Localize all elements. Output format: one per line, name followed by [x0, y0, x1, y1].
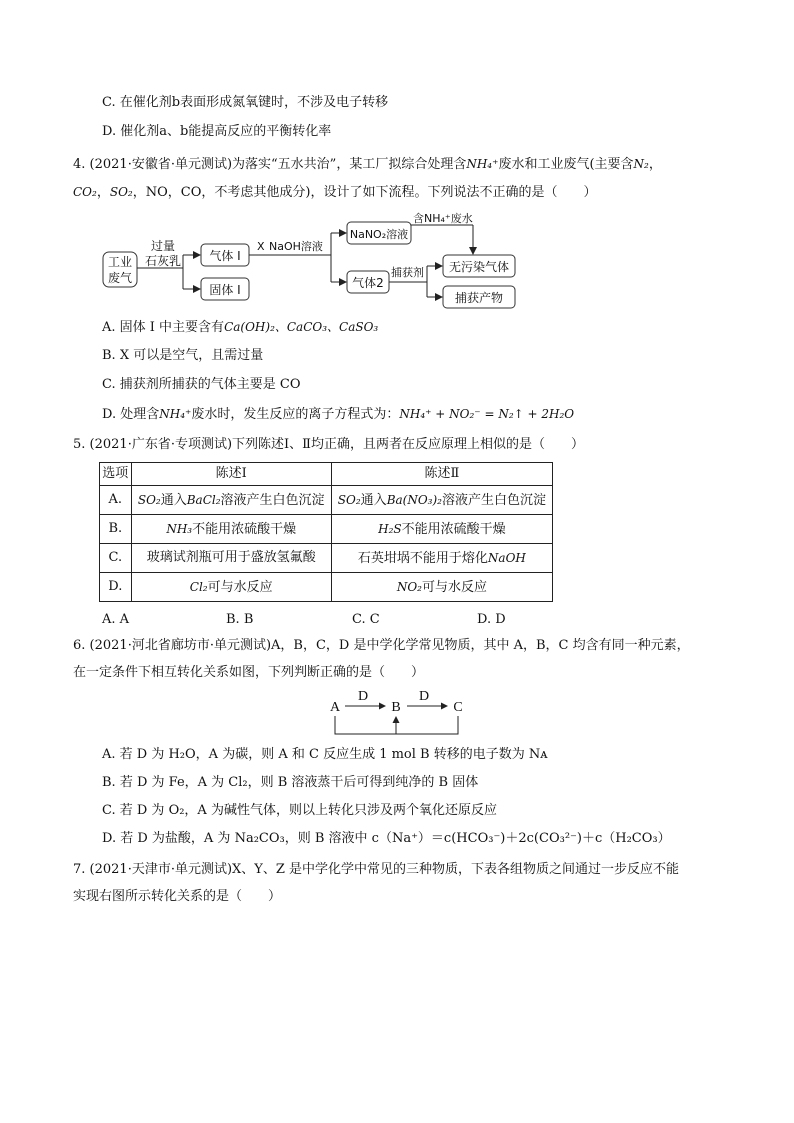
- q4-option-a-text: A. 固体 I 中主要含有: [102, 320, 225, 335]
- q5-answer-c: C. C: [352, 612, 380, 627]
- reagent1-label-2: 石灰乳: [144, 254, 182, 268]
- cell-text: 可与水反应: [207, 579, 273, 595]
- cell-text: 不能用浓硫酸干燥: [401, 521, 506, 537]
- nh4-wastewater-label: 含NH₄⁺废水: [413, 212, 473, 225]
- nh4-formula: NH₄⁺: [159, 407, 192, 421]
- header-statement-1: 陈述Ⅰ: [131, 463, 331, 486]
- q6-option-c: C. 若 D 为 O₂，A 为碱性气体，则以上转化只涉及两个氧化还原反应: [102, 803, 497, 818]
- reagent-d-1: D: [357, 689, 369, 704]
- formula: Ba(NO₃)₂: [386, 492, 442, 507]
- node-c: C: [453, 700, 463, 715]
- row-option: B.: [100, 515, 132, 544]
- statement-2-cell: [331, 515, 552, 544]
- gas1-label: 气体 I: [209, 249, 241, 263]
- q5-answer-b: B. B: [226, 612, 254, 627]
- q5-table: [99, 462, 553, 602]
- reagent1-label-1: 过量: [150, 239, 176, 253]
- q4-stem-text: ，: [96, 185, 110, 200]
- q6-option-b: B. 若 D 为 Fe，A 为 Cl₂，则 B 溶液蒸干后可得到纯净的 B 固体: [102, 775, 479, 790]
- statement-2-cell: [331, 573, 552, 602]
- reagent-d-2: D: [418, 689, 430, 704]
- cell-text: 可与水反应: [421, 579, 487, 595]
- q5-answer-d: D. D: [477, 612, 506, 627]
- header-statement-2: 陈述Ⅱ: [331, 463, 552, 486]
- so2-formula: SO₂: [109, 185, 133, 199]
- naoh-label: NaOH溶液: [269, 240, 323, 253]
- capture-product-label: 捕获产物: [454, 291, 504, 305]
- cell-text: 通入: [360, 492, 387, 508]
- co2-formula: CO₂: [73, 185, 97, 199]
- source-label-1: 工业: [107, 255, 133, 269]
- cell-text: 通入: [160, 492, 187, 508]
- node-a: A: [329, 700, 341, 715]
- statement-2-cell: [331, 486, 552, 515]
- node-b: B: [391, 700, 401, 715]
- source-label-2: 废气: [107, 271, 133, 285]
- q4-option-a-formula: Ca(OH)₂、CaCO₃、CaSO₃: [224, 320, 379, 334]
- ionic-equation: NH₄⁺ + NO₂⁻ = N₂↑ + 2H₂O: [399, 407, 575, 421]
- formula: SO₂: [137, 492, 161, 507]
- capture-agent-label: 捕获剂: [391, 266, 424, 279]
- table-row: [100, 515, 553, 544]
- q3-option-d: D. 催化剂a、b能提高反应的平衡转化率: [102, 124, 332, 139]
- cell-text: 不能用浓硫酸干燥: [192, 521, 297, 537]
- q4-option-a: [102, 318, 378, 337]
- clean-gas-label: 无污染气体: [448, 260, 510, 274]
- formula: SO₂: [337, 492, 361, 507]
- q7-stem-line1: 7. (2021·天津市·单元测试)X、Y、Z 是中学化学中常见的三种物质，下表各组物质之间通过一步反应不能: [73, 862, 680, 877]
- q6-option-d: D. 若 D 为盐酸，A 为 Na₂CO₃，则 B 溶液中 c（Na⁺）＝c(HCO₃⁻)＋2c(CO₃²⁻)＋c（H₂CO₃）: [102, 831, 671, 846]
- gas2-label: 气体2: [352, 276, 384, 290]
- q4-flow-diagram: [95, 210, 535, 312]
- statement-1-cell: [131, 515, 331, 544]
- q4-stem-text: 废水和工业废气(主要含: [498, 157, 634, 172]
- formula: NO₂: [396, 579, 422, 594]
- q6-conversion-diagram: [325, 686, 470, 740]
- formula: NH₃: [166, 521, 193, 536]
- table-row: [100, 486, 553, 515]
- q4-option-c: C. 捕获剂所捕获的气体主要是 CO: [102, 377, 301, 392]
- q5-answer-a: A. A: [102, 612, 130, 627]
- row-option: C.: [100, 544, 132, 573]
- formula: NaOH: [487, 550, 526, 565]
- q6-stem-line1: 6. (2021·河北省廊坊市·单元测试)A，B，C，D 是中学化学常见物质，其中 A，B，C 均含有同一种元素，: [73, 638, 690, 653]
- q4-option-d: [102, 405, 574, 424]
- q4-stem-text: 4. (2021·安徽省·单元测试)为落实“五水共治”，某工厂拟综合处理含: [73, 157, 467, 172]
- cell-text: 溶液产生白色沉淀: [441, 492, 546, 508]
- row-option: D.: [100, 573, 132, 602]
- cell-text: 石英坩埚不能用于熔化: [357, 550, 488, 566]
- statement-1-cell: [131, 486, 331, 515]
- n2-formula: N₂: [633, 157, 649, 171]
- statement-2-cell: [331, 544, 552, 573]
- x-label: X: [257, 240, 265, 253]
- q4-option-b: B. X 可以是空气，且需过量: [102, 348, 264, 363]
- q4-stem-line2: [73, 183, 596, 202]
- q5-stem: 5. (2021·广东省·专项测试)下列陈述Ⅰ、Ⅱ均正确，且两者在反应原理上相似的是（ ）: [73, 437, 584, 452]
- q4-option-d-text: D. 处理含: [102, 407, 160, 422]
- header-option: 选项: [100, 463, 132, 486]
- solid1-label: 固体 I: [209, 283, 241, 297]
- q6-stem-line2: 在一定条件下相互转化关系如图，下列判断正确的是（ ）: [73, 665, 425, 680]
- cell-text: 玻璃试剂瓶可用于盛放氢氟酸: [146, 550, 316, 565]
- q4-option-d-text: 废水时，发生反应的离子方程式为：: [191, 407, 400, 422]
- table-header-row: [100, 463, 553, 486]
- table-row: [100, 544, 553, 573]
- formula: H₂S: [378, 521, 402, 536]
- q4-stem-text: ，: [648, 157, 662, 172]
- table-row: [100, 573, 553, 602]
- cell-text: 溶液产生白色沉淀: [220, 492, 325, 508]
- formula: Cl₂: [189, 579, 208, 594]
- nano2-label: NaNO₂溶液: [349, 228, 409, 241]
- q4-stem-text: ，NO，CO，不考虑其他成分)，设计了如下流程。下列说法不正确的是（ ）: [132, 185, 597, 200]
- q6-option-a: A. 若 D 为 H₂O，A 为碳，则 A 和 C 反应生成 1 mol B 转移的电子数为 Nᴀ: [102, 747, 548, 762]
- q3-option-c: C. 在催化剂b表面形成氮氧键时，不涉及电子转移: [102, 95, 389, 110]
- nh4-formula: NH₄⁺: [466, 157, 499, 171]
- statement-1-cell: [131, 544, 331, 573]
- row-option: A.: [100, 486, 132, 515]
- q7-stem-line2: 实现右图所示转化关系的是（ ）: [73, 889, 282, 904]
- statement-1-cell: [131, 573, 331, 602]
- q4-stem-line1: [73, 155, 662, 174]
- formula: BaCl₂: [186, 492, 221, 507]
